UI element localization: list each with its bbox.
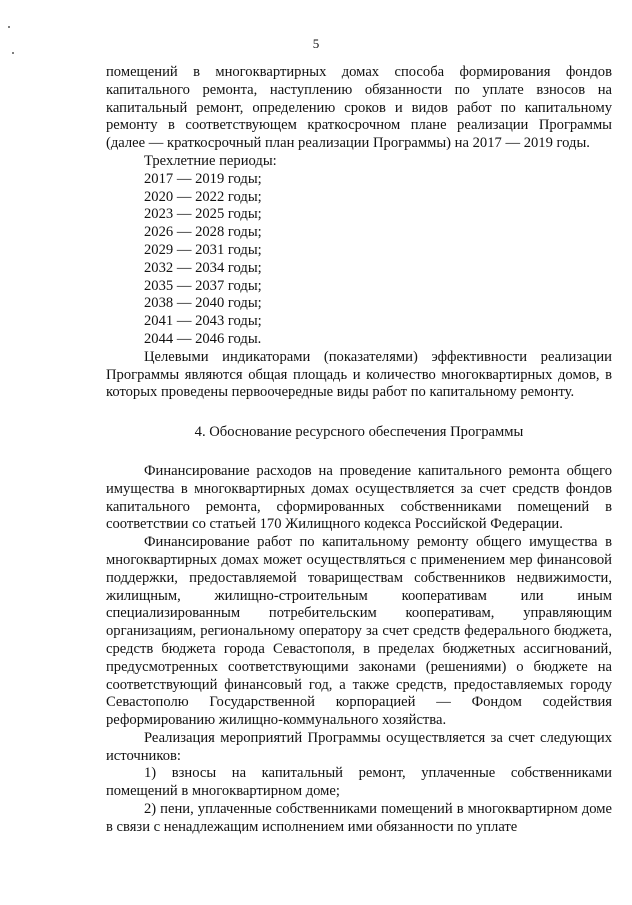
source-item-1: 1) взносы на капитальный ремонт, уплаченные собственниками помещений в многоквартирном доме; (106, 765, 612, 800)
periods-label: Трехлетние периоды: (144, 152, 277, 169)
period-item: 2038 — 2040 годы; (144, 295, 262, 312)
paragraph-sources-intro: Реализация мероприятий Программы осуществляется за счет следующих источников: (106, 729, 612, 764)
period-item: 2017 — 2019 годы; (144, 170, 262, 187)
period-item: 2026 — 2028 годы; (144, 224, 262, 241)
source-item-2: 2) пени, уплаченные собственниками помещений в многоквартирном доме в связи с ненадлежащим исполнением ими обязанности по уплате (106, 801, 612, 835)
period-item: 2035 — 2037 годы; (144, 277, 262, 294)
period-item: 2020 — 2022 годы; (144, 188, 262, 205)
paragraph-intro: помещений в многоквартирных домах способа формирования фондов капитального ремонта, наступлению обязанности по уплате взносов на капитальный ремонт, определению сроков и видов работ по капитальному ремонту в соответствующем краткосрочном плане реализации Программы (далее — краткосрочный план реализации Программы) на 2017 — 2019 годы. (106, 64, 612, 152)
paragraph-financing-1: Финансирование расходов на проведение капитального ремонта общего имущества в многоквартирных домах осуществляется за счет средств фондов капитального ремонта, сформированных собственниками помещений в соответствии со статьей 170 Жилищного кодекса Российской Федерации. (106, 462, 612, 533)
paragraph-indicators: Целевыми индикаторами (показателями) эффективности реализации Программы являются общая площадь и количество многоквартирных домов, в которых проведены первоочередные виды работ по капитальному ремонту. (106, 348, 612, 401)
period-item: 2044 — 2046 годы. (144, 330, 262, 347)
scan-artifact-dot (12, 52, 14, 54)
section-heading: 4. Обоснование ресурсного обеспечения Программы (194, 424, 524, 441)
period-item: 2041 — 2043 годы; (144, 313, 262, 330)
document-body (106, 64, 612, 837)
period-item: 2029 — 2031 годы; (144, 241, 262, 258)
period-item: 2032 — 2034 годы; (144, 259, 262, 276)
period-item: 2023 — 2025 годы; (144, 206, 262, 223)
paragraph-financing-2: Финансирование работ по капитальному ремонту общего имущества в многоквартирных домах может осуществляться с применением мер финансовой поддержки, предоставляемой товариществам собственников недвижимости, жилищным, жилищно-строительным кооперативам или иным специализированным потребительским кооперативам, управляющим организациям, региональному оператору за счет средств федерального бюджета, средств бюджета города Севастополя, в пределах бюджетных ассигнований, предусмотренных соответствующими законами (решениями) о бюджете на соответствующий финансовый год, а также средств, предоставляемых городу Севастополю Государственной корпорацией — Фондом содействия реформированию жилищно-коммунального хозяйства. (106, 534, 612, 729)
page-number: 5 (312, 36, 320, 51)
scan-artifact-dot (8, 26, 10, 28)
periods-list (106, 171, 612, 349)
